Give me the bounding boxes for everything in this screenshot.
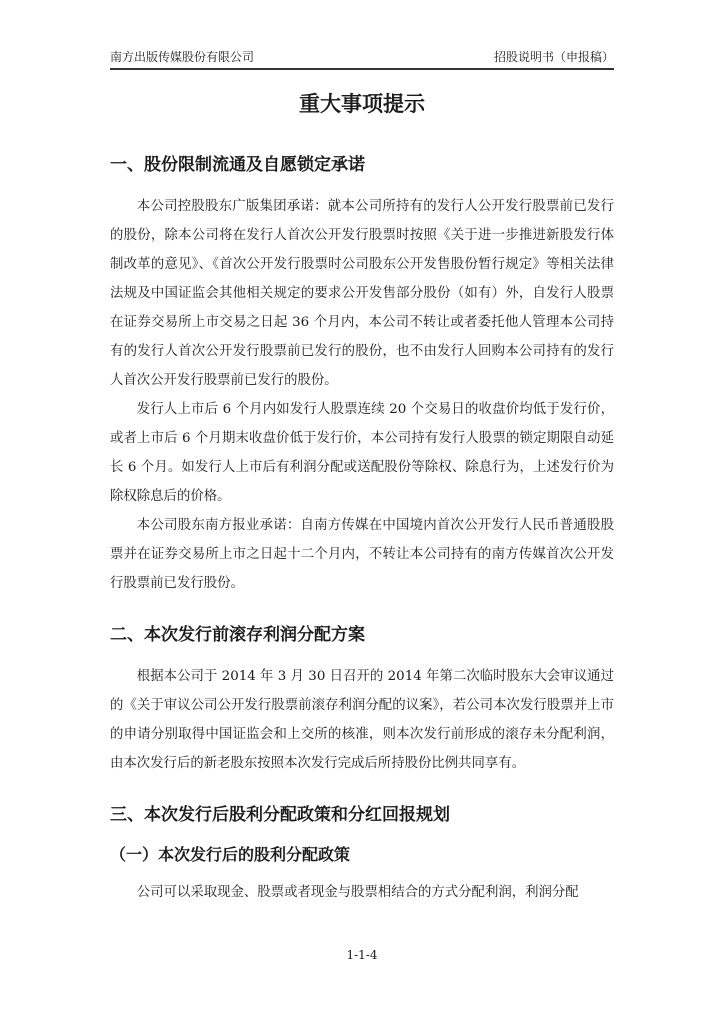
section-2-paragraph: 根据本公司于 2014 年 3 月 30 日召开的 2014 年第二次临时股东大会审议通过的《关于审议公司公开发行股票前滚存利润分配的议案》，若公司本次发行股票并上市的申请分别取得中国证监会和上交所的核准，则本次发行前形成的滚存未分配利润，由本次发行后的新老股东按照本次发行完成后所持股份比例共同享有。	[110, 669, 614, 771]
section-3-subheading: （一）本次发行后的股利分配政策	[110, 845, 351, 864]
page-header	[110, 48, 614, 69]
header-document-type: 招股说明书（申报稿）	[493, 50, 614, 64]
header-company-name: 南方出版传媒股份有限公司	[110, 50, 255, 64]
header-rule	[110, 69, 614, 70]
page-title: 重大事项提示	[299, 92, 425, 116]
section-1-heading: 一、股份限制流通及自愿锁定承诺	[110, 155, 365, 175]
section-1-paragraph: 本公司股东南方报业承诺：自南方传媒在中国境内首次公开发行人民币普通股股票并在证券交易所上市之日起十二个月内，不转让本公司持有的南方传媒首次公开发行股票前已发行股份。	[110, 518, 614, 591]
section-3-heading: 三、本次发行后股利分配政策和分红回报规划	[110, 805, 450, 825]
section-1-paragraph: 本公司控股股东广版集团承诺：就本公司所持有的发行人公开发行股票前已发行的股份，除本公司将在发行人首次公开发行股票时按照《关于进一步推进新股发行体制改革的意见》、《首次公开发行股票时公司股东公开发售股份暂行规定》等相关法律法规及中国证监会其他相关规定的要求公开发售部分股份（如有）外，自发行人股票在证券交易所上市交易之日起 36 个月内，本公司不转让或者委托他人管理本公司持有的发行人首次公开发行股票前已发行的股份，也不由发行人回购本公司持有的发行人首次公开发行股票前已发行的股份。	[110, 199, 614, 388]
section-2-heading: 二、本次发行前滚存利润分配方案	[110, 625, 365, 645]
section-3-paragraph: 公司可以采取现金、股票或者现金与股票相结合的方式分配利润，利润分配	[136, 885, 579, 900]
section-1-paragraph: 发行人上市后 6 个月内如发行人股票连续 20 个交易日的收盘价均低于发行价，或者上市后 6 个月期末收盘价低于发行价，本公司持有发行人股票的锁定期限自动延长 6 个月。如发行人上市后有利润分配或送配股份等除权、除息行为，上述发行价为除权除息后的价格。	[110, 402, 614, 504]
page-number: 1-1-4	[346, 948, 378, 962]
document-body	[110, 148, 614, 907]
